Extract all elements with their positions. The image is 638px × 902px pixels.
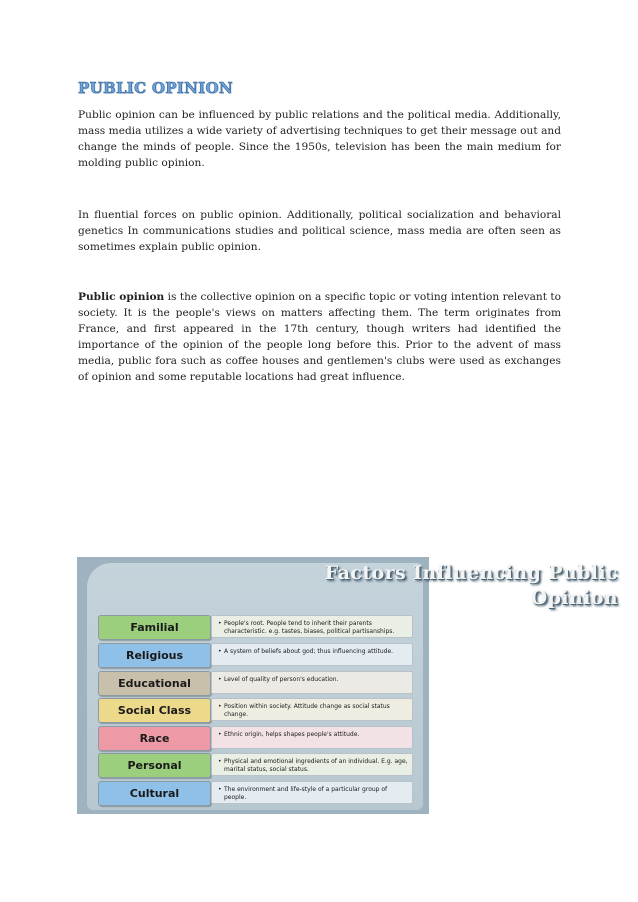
- paragraph-1: Public opinion can be influenced by public relations and the political media. Additionally, mass media utilizes a wide variety of advertising techniques to get their message out and change the minds of people. Since the 1950s, television has been the main medium for molding public opinion.: [78, 109, 561, 169]
- factor-description: • People's root. People tend to inherit their parents characteristic. e.g. tastes, biases, political partisanships.: [211, 615, 413, 638]
- factor-label: Familial: [98, 615, 211, 640]
- factor-row-personal: [98, 753, 414, 776]
- infographic-title-line-1: Factors Influencing Public: [324, 562, 618, 584]
- factor-row-race: [98, 726, 414, 749]
- factor-description: • Position within society. Attitude change as social status change.: [211, 698, 413, 721]
- page-title: PUBLIC OPINION: [78, 79, 233, 97]
- factor-label: Religious: [98, 643, 211, 668]
- factor-row-social-class: [98, 698, 414, 721]
- bullet-icon: •: [218, 758, 222, 765]
- factor-description: • Ethnic origin, helps shapes people's attitude.: [211, 726, 413, 749]
- factor-label: Race: [98, 726, 211, 751]
- bullet-icon: •: [218, 786, 222, 793]
- infographic-title-line-2: Opinion: [530, 587, 618, 609]
- factor-row-familial: [98, 615, 414, 638]
- paragraph-2: In fluential forces on public opinion. Additionally, political socialization and behavioral genetics In communications studies and political science, mass media are often seen as sometimes explain public opinion.: [78, 209, 561, 253]
- bullet-icon: •: [218, 731, 222, 738]
- paragraph-3-body: is the collective opinion on a specific topic or voting intention relevant to society. It is the people's views on matters affecting them. The term originates from France, and first appeared in the 17th century, though writers had identified the importance of the opinion of the people long before this. Prior to the advent of mass media, public fora such as coffee houses and gentlemen's clubs were used as exchanges of opinion and some reputable locations had great influence.: [78, 291, 561, 383]
- factor-label: Cultural: [98, 781, 211, 806]
- bullet-icon: •: [218, 648, 222, 655]
- factor-label: Educational: [98, 671, 211, 696]
- factor-row-cultural: [98, 781, 414, 804]
- factor-description: • A system of beliefs about god; thus influencing attitude.: [211, 643, 413, 666]
- bullet-icon: •: [218, 676, 222, 683]
- factor-label: Social Class: [98, 698, 211, 723]
- paragraph-3: [78, 289, 561, 385]
- factor-label: Personal: [98, 753, 211, 778]
- factor-description: • Physical and emotional ingredients of an individual. E.g. age, marital status, social status.: [211, 753, 413, 776]
- bullet-icon: •: [218, 620, 222, 627]
- factor-row-religious: [98, 643, 414, 666]
- factor-description: • Level of quality of person's education.: [211, 671, 413, 694]
- factor-description: • The environment and life-style of a particular group of people.: [211, 781, 413, 804]
- factor-row-educational: [98, 671, 414, 694]
- paragraph-3-lead: Public opinion: [78, 291, 165, 303]
- bullet-icon: •: [218, 703, 222, 710]
